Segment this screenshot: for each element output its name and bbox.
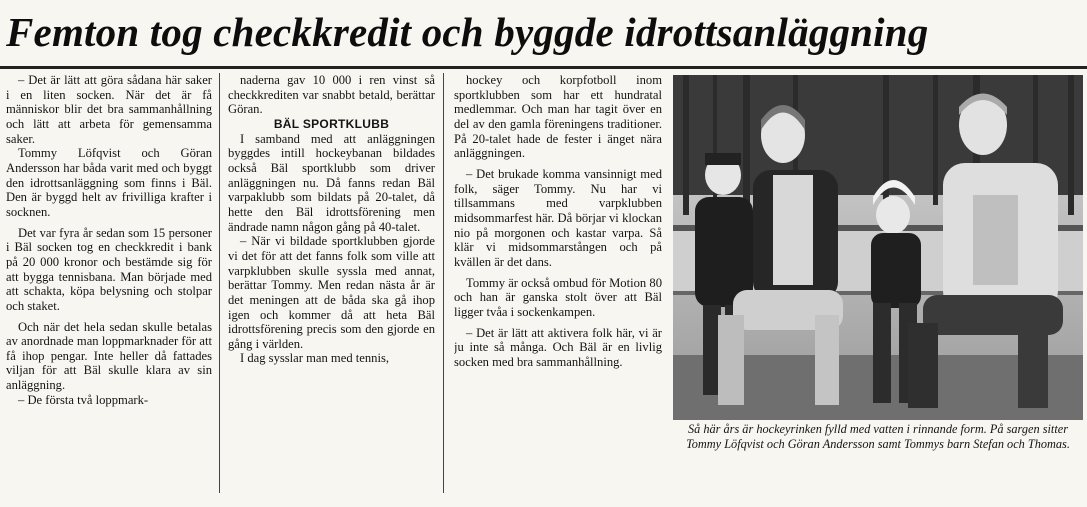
photo-illustration xyxy=(673,75,1083,420)
paragraph: – När vi bildade sportklubben gjorde vi det för att det fanns folk som ville att varpklubben skulle syssla med annat, berättar Tommy. Men redan nästa år är det meningen att de båda ska gå ihop igen och kommer då att heta Bäl idrottsförening precis som den gjorde en gång i världen. xyxy=(228,234,435,351)
paragraph: Och när det hela sedan skulle betalas av anordnade man loppmarknader för att få ihop pengar. Inte heller då fattades viljan för att Bäl skulle klara av sin anläggning. xyxy=(6,319,212,393)
headline-rule xyxy=(0,66,1087,69)
paragraph: I dag sysslar man med tennis, xyxy=(240,351,389,366)
paragraph: I samband med att anläggningen byggdes intill hockeybanan bildades också Bäl sportklubb som driver anläggningen nu. Då fanns redan Bäl varpaklubb som bildats på 20-talet, då hette den Bäl idrottsförening men ändrade namn någon gång på 40-talet. xyxy=(228,131,435,234)
article-column-3 xyxy=(454,73,662,369)
paragraph: – Det är lätt att aktivera folk här, vi är ju inte så många. Och Bäl är en livlig socken med bra sammanhållning. xyxy=(454,325,662,369)
article-column-1 xyxy=(6,73,212,407)
paragraph: hockey och korpfotboll inom sportklubben som har ett hundratal medlemmar. Och man har tagit över en del av den gamla föreningens traditioner. På 20-talet hade de fester i änget nära anläggningen. xyxy=(454,73,662,161)
column-divider xyxy=(219,73,220,493)
paragraph: Tommy Löfqvist och Göran Andersson har båda varit med och byggt den idrottsanläggning som finns i Bäl. Den är byggd helt av frivilliga krafter i socknen. xyxy=(6,146,212,219)
headline: Femton tog checkkredit och byggde idrottsanläggning xyxy=(6,9,929,55)
paragraph: Tommy är också ombud för Motion 80 och han är ganska stolt över att Bäl ligger tvåa i sockenkampen. xyxy=(454,275,662,319)
article-column-2 xyxy=(228,73,435,366)
paragraph: Det var fyra år sedan som 15 personer i Bäl socken tog en checkkredit i bank på 20 000 kronor och bestämde sig för att bygga tennisbana. Man började med att schakta, köpa belysning och stolpar och staket. xyxy=(6,225,212,313)
paragraph: – De första två loppmark- xyxy=(18,392,149,407)
paragraph: naderna gav 10 000 i ren vinst så checkkrediten var snabbt betald, berättar Göran. xyxy=(228,73,435,117)
news-photo xyxy=(673,75,1083,420)
photo-caption: Så här års är hockeyrinken fylld med vatten i rinnande form. På sargen sitter Tommy Löfqvist och Göran Andersson samt Tommys barn Stefan och Thomas. xyxy=(686,422,1070,451)
column-divider xyxy=(443,73,444,493)
paragraph: – Det är lätt att göra sådana här saker i en liten socken. När det är få människor blir det bra sammanhållning och lätt att arbeta för gemensamma saker. xyxy=(6,73,212,146)
paragraph: – Det brukade komma vansinnigt med folk, säger Tommy. Nu har vi tillsammans med varpklubben midsommarfest här. Då börjar vi klockan nio på morgonen och kastar varpa. Så klär vi midsommarstången och på kvällen är det dans. xyxy=(454,166,662,269)
section-subhead: BÄL SPORTKLUBB xyxy=(273,116,390,131)
